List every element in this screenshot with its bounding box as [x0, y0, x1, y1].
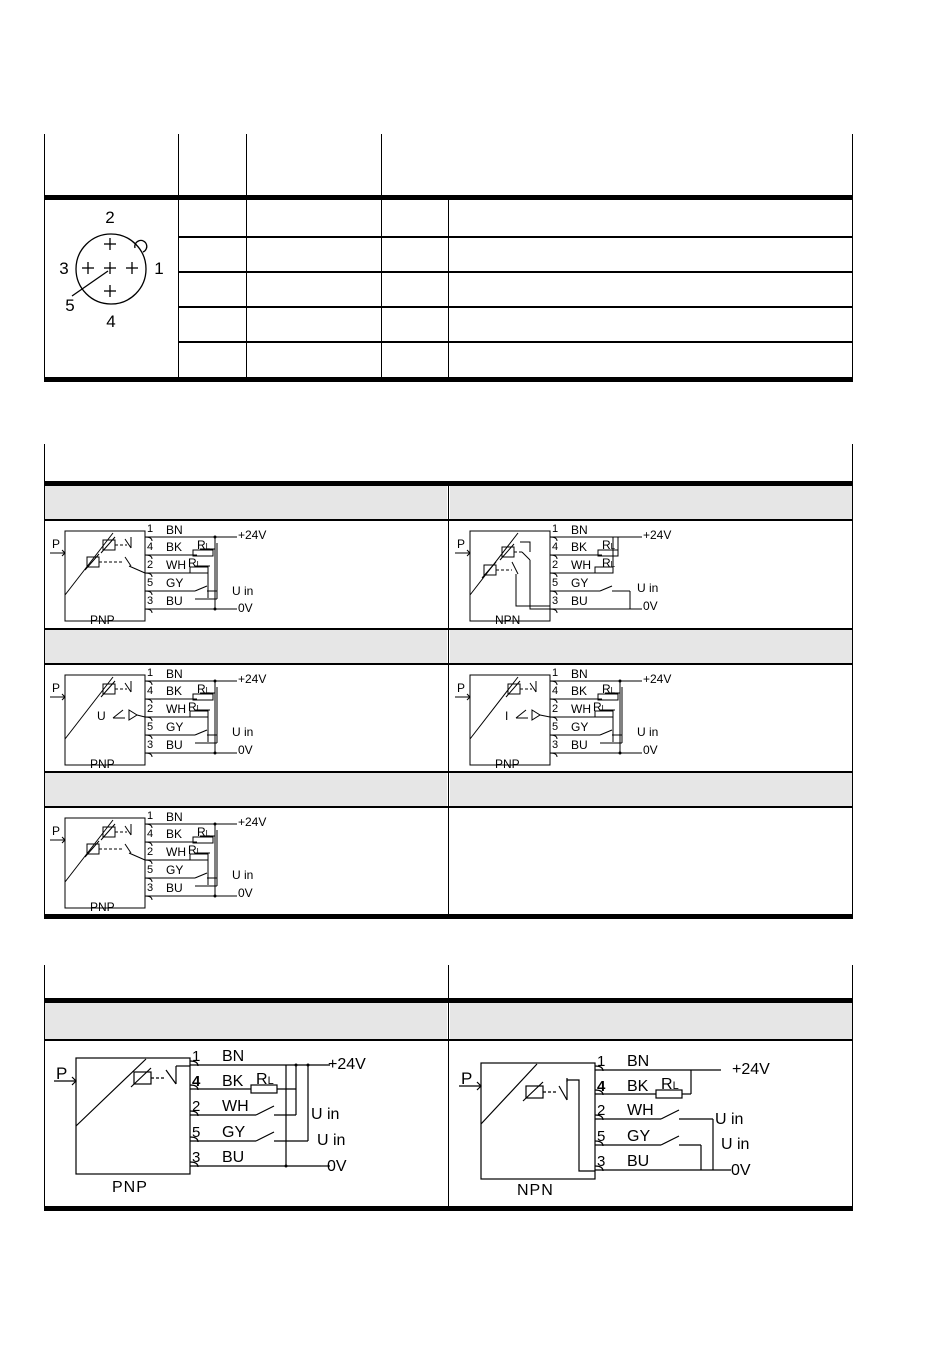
pin-number: 1 [597, 1053, 606, 1070]
junction-dot [295, 1064, 298, 1067]
ground-label: 0V [643, 599, 658, 613]
wire-color: GY [166, 863, 184, 877]
table-row-rule [178, 341, 853, 343]
pin-label-2: 2 [105, 208, 115, 227]
cell-header [450, 486, 852, 519]
wire-color: WH [571, 558, 591, 572]
wire-color: WH [166, 845, 186, 859]
input-label: U in [721, 1136, 750, 1153]
circuit-diagram-pnp-large [46, 1042, 426, 1202]
input-label: U in [232, 868, 254, 882]
table-bottom-rule [44, 377, 853, 382]
load-resistor-label: RL [188, 700, 202, 714]
input-label: U in [232, 584, 254, 598]
wire-color: WH [166, 558, 186, 572]
junction-dot [307, 1064, 310, 1067]
circuit-diagram-pnp-1 [45, 520, 345, 630]
pin-number: 3 [552, 595, 559, 607]
table-border [44, 134, 45, 197]
table-border [852, 484, 853, 918]
table-row-rule [178, 271, 853, 273]
junction-dot [285, 1165, 288, 1168]
pin-number: 3 [147, 739, 154, 751]
input-label: U in [637, 581, 659, 595]
wire-color: BN [627, 1053, 650, 1070]
wire-color: GY [166, 720, 184, 734]
analog-voltage-label: U [97, 709, 106, 723]
pin-number: 4 [597, 1078, 606, 1095]
pin-number: 3 [192, 1149, 201, 1166]
pin-number: 3 [597, 1153, 606, 1170]
cell-header [450, 1003, 852, 1039]
table-divider [381, 200, 382, 380]
wire-color: BN [166, 667, 183, 681]
table-border [44, 965, 45, 1001]
pin-number: 1 [147, 523, 154, 535]
pressure-label: P [52, 681, 61, 695]
pin-number: 2 [552, 559, 559, 571]
wire-color: BK [166, 827, 183, 841]
pin-number: 4 [147, 541, 154, 553]
cell-header [45, 486, 447, 519]
circuit-diagram-npn-large [451, 1042, 831, 1202]
wire-color: BU [166, 738, 183, 752]
output-type-label: NPN [495, 613, 521, 627]
circuit-diagram-pnp-analog-voltage [45, 664, 345, 774]
pin-number: 5 [597, 1128, 606, 1145]
wire-color: WH [222, 1098, 249, 1115]
pin-number: 4 [147, 828, 154, 840]
pin-label-5: 5 [65, 296, 75, 315]
load-resistor-label: RL [197, 825, 211, 839]
supply-label: +24V [238, 815, 267, 829]
output-type-label: PNP [495, 757, 520, 771]
output-type-label: PNP [90, 757, 115, 771]
wire-color: WH [166, 702, 186, 716]
pin-number: 5 [552, 721, 559, 733]
load-resistor-label: RL [602, 682, 616, 696]
pin-number: 1 [147, 667, 154, 679]
pin-number: 1 [192, 1048, 201, 1065]
pin-number: 4 [192, 1073, 201, 1090]
wire-color: BN [166, 523, 183, 537]
table-divider [448, 1001, 449, 1211]
input-label: U in [311, 1106, 340, 1123]
table-row-rule [178, 306, 853, 308]
wire-color: GY [222, 1124, 246, 1141]
wire-color: BN [222, 1048, 245, 1065]
table-divider [178, 134, 179, 197]
load-resistor-label: RL [256, 1071, 274, 1088]
pin-number: 2 [597, 1102, 606, 1119]
load-resistor-label: RL [188, 843, 202, 857]
wire-color: BK [166, 540, 183, 554]
wire-color: BN [166, 810, 183, 824]
load-resistor-label: RL [197, 682, 211, 696]
table-border [44, 200, 45, 380]
cell-header [450, 773, 852, 806]
wire-color: BN [571, 667, 588, 681]
pin-number: 3 [147, 595, 154, 607]
pin-number: 2 [552, 703, 559, 715]
table-border [852, 965, 853, 1001]
pin-number: 3 [147, 882, 154, 894]
table-border [852, 134, 853, 197]
output-type-label: PNP [90, 613, 115, 627]
pin-number: 2 [147, 846, 154, 858]
table-divider [246, 134, 247, 197]
ground-label: 0V [643, 743, 658, 757]
pin-number: 3 [552, 739, 559, 751]
wire-color: BU [627, 1153, 650, 1170]
pressure-label: P [56, 1064, 68, 1083]
table-bottom-rule [44, 1206, 853, 1211]
wire-color: WH [571, 702, 591, 716]
pin-number: 1 [552, 523, 559, 535]
wire-color: BN [571, 523, 588, 537]
pin-number: 5 [147, 577, 154, 589]
table-border [44, 444, 45, 484]
supply-label: +24V [328, 1056, 366, 1073]
pin-number: 1 [552, 667, 559, 679]
load-resistor-label: RL [188, 556, 202, 570]
wire-color: BU [571, 738, 588, 752]
table-divider [448, 484, 449, 918]
output-type-label: NPN [517, 1182, 554, 1199]
supply-label: +24V [732, 1061, 770, 1078]
cell-header [45, 630, 447, 663]
wire-color: BU [571, 594, 588, 608]
wire-color: BK [166, 684, 183, 698]
wire-color: BK [222, 1073, 244, 1090]
analog-current-label: I [505, 709, 509, 723]
input-label: U in [637, 725, 659, 739]
pin-label-3: 3 [59, 259, 69, 278]
circuit-diagram-pnp-analog-current [450, 664, 750, 774]
circuit-diagram-npn-1 [450, 520, 750, 630]
wire-color: GY [571, 720, 589, 734]
wire-color: BK [627, 1078, 649, 1095]
wire-color: GY [166, 576, 184, 590]
wire-color: GY [627, 1128, 651, 1145]
supply-label: +24V [643, 528, 672, 542]
load-resistor-label: RL [593, 700, 607, 714]
load-resistor-label: RL [661, 1076, 679, 1093]
load-resistor-label: RL [197, 538, 211, 552]
pressure-label: P [457, 537, 466, 551]
input-label: U in [232, 725, 254, 739]
pressure-label: P [52, 537, 61, 551]
table-divider [448, 965, 449, 1001]
cell-header [450, 630, 852, 663]
table-border [852, 444, 853, 484]
pin-number: 2 [192, 1098, 201, 1115]
output-type-label: PNP [90, 900, 115, 914]
pin-label-4: 4 [106, 312, 116, 331]
pin-number: 2 [147, 703, 154, 715]
output-type-label: PNP [112, 1179, 148, 1196]
pressure-label: P [461, 1069, 473, 1088]
pin-number: 5 [552, 577, 559, 589]
pin-label-1: 1 [154, 259, 164, 278]
pin-number: 1 [147, 810, 154, 822]
wire-color: BK [571, 684, 588, 698]
cell-header [45, 1003, 447, 1039]
pin-number: 5 [147, 721, 154, 733]
load-resistor-label: RL [602, 556, 616, 570]
ground-label: 0V [731, 1162, 751, 1179]
pin-number: 5 [147, 864, 154, 876]
supply-label: +24V [238, 672, 267, 686]
wire-color: WH [627, 1102, 654, 1119]
table-border [852, 1001, 853, 1211]
circuit-diagram-pnp-2 [45, 807, 345, 917]
load-resistor-label: RL [602, 538, 616, 552]
pin-number: 4 [147, 685, 154, 697]
wire-color: BU [222, 1149, 245, 1166]
m12-connector-pinout [50, 203, 180, 333]
wire-color: GY [571, 576, 589, 590]
supply-label: +24V [643, 672, 672, 686]
table-border [44, 1001, 45, 1211]
pin-number: 5 [192, 1124, 201, 1141]
input-label: U in [317, 1132, 346, 1149]
wire-color: BU [166, 881, 183, 895]
wire-color: BK [571, 540, 588, 554]
table-border [852, 200, 853, 380]
ground-label: 0V [327, 1158, 347, 1175]
pin-number: 4 [552, 685, 559, 697]
pressure-label: P [52, 824, 61, 838]
supply-label: +24V [238, 528, 267, 542]
wire-color: BU [166, 594, 183, 608]
pin-number: 4 [552, 541, 559, 553]
table-divider [381, 134, 382, 197]
ground-label: 0V [238, 743, 253, 757]
ground-label: 0V [238, 601, 253, 615]
pressure-label: P [457, 681, 466, 695]
pin-number: 2 [147, 559, 154, 571]
table-row-rule [178, 236, 853, 238]
table-divider [448, 200, 449, 380]
cell-header [45, 773, 447, 806]
table-divider [246, 200, 247, 380]
ground-label: 0V [238, 886, 253, 900]
input-label: U in [715, 1111, 744, 1128]
table-row-rule [44, 1039, 853, 1041]
